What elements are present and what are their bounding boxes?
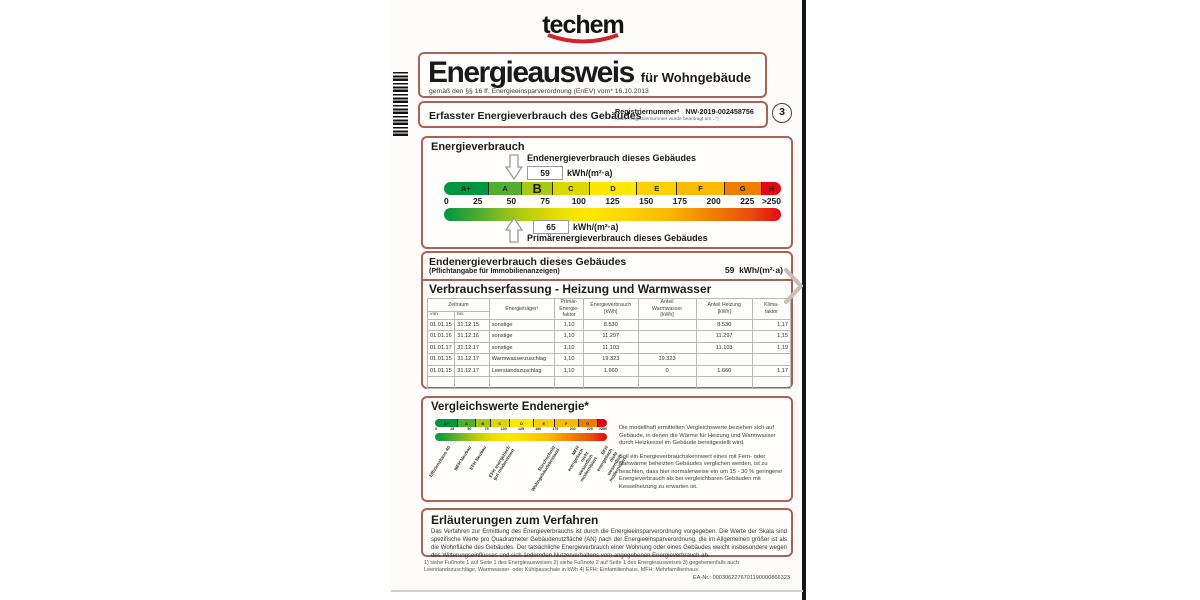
footnote-line-1: 1) siehe Fußnote 1 auf Seite 1 des Energieausweises 2) siehe Fußnote 2 auf Seite 1 des Energieausweises 3) gegebenenfalls auch — [424, 560, 739, 566]
table-row — [428, 377, 791, 389]
table-cell-von: 01.01.15 — [428, 319, 455, 331]
scale-class-A+: A+ — [444, 182, 488, 195]
register-note: (oder "Registriernummer wurde beantragt am...") — [615, 117, 719, 122]
comparison-label: EFH energetisch gut modernisiert — [488, 445, 516, 482]
scale-tick: 75 — [484, 427, 489, 431]
explanation-text: Das Verfahren zur Ermittlung des Energieverbrauchs ist durch die Energieeinsparverordnung vorgegeben. Die Werte der Skala sind spezifische Werte pro Quadratmeter Gebäudenutzfläche (AN) nach der Energieeinsparverordnung, die im Allgemeinen größer ist als die Wohnfläche des Gebäudes. Der tatsächliche Energieverbrauch einer Wohnung oder eines Gebäudes weicht insbesondere wegen des Witterungseinflusses und sich ändernden Nutzerverhaltens vom angegebenen Energieverbrauch ab. — [431, 529, 787, 559]
scale-tick: 200 — [706, 196, 721, 206]
register-number-value: NW-2019-002458756 — [685, 107, 754, 116]
scale-tick: 175 — [672, 196, 687, 206]
scale-class-G: G — [578, 419, 597, 427]
consumption-table-title: Verbrauchserfassung - Heizung und Warmwasser — [429, 282, 712, 296]
register-box — [418, 101, 768, 128]
scale-tick: 25 — [472, 196, 483, 206]
scale-class-B: B — [521, 182, 551, 195]
consumption-box — [421, 251, 793, 389]
techem-logo-text: techem — [542, 11, 624, 39]
scale-class-C: C — [552, 182, 589, 195]
document-title-suffix: für Wohngebäude — [640, 70, 752, 85]
col-klimafaktor: Klima- faktor — [752, 299, 790, 320]
table-cell-traeger: sonstige — [489, 319, 554, 331]
scale-class-C: C — [490, 419, 509, 427]
table-cell-traeger: Leerstandszuschlag — [489, 365, 554, 377]
table-cell-pef: 1,10 — [555, 365, 584, 377]
scale-class-H: H — [597, 419, 607, 427]
table-cell-hz: 8.530 — [696, 319, 752, 331]
scale-tick: 225 — [740, 196, 755, 206]
table-cell-von: 01.01.17 — [428, 342, 455, 354]
comparison-label: MFH energetisch nicht wesentlich modernisiert — [566, 445, 599, 483]
table-cell-von: 01.01.16 — [428, 331, 455, 343]
title-box — [418, 52, 767, 98]
col-anteil-warmwasser: Anteil Warmwasser [kWh] — [638, 299, 696, 320]
comparison-label: Durchschnitt Wohngebäudebestand — [530, 445, 561, 493]
comparison-label: Effizienzhaus 40 — [428, 445, 452, 478]
primary-energy-pointer-up-icon — [505, 217, 523, 243]
table-cell-verbrauch — [584, 377, 638, 389]
table-cell-von: 01.01.15 — [428, 365, 455, 377]
table-cell-pef: 1,10 — [555, 354, 584, 366]
col-zeitraum: Zeitraum — [428, 299, 490, 312]
energy-class-bands — [444, 182, 781, 195]
consumption-title: Endenergieverbrauch dieses Gebäudes — [429, 256, 627, 268]
comparison-scale — [435, 419, 607, 441]
table-cell-klima — [752, 354, 790, 366]
comparison-scale-ticks — [435, 427, 607, 433]
scale-class-B: B — [475, 419, 490, 427]
table-cell-pef — [555, 377, 584, 389]
col-anteil-heizung: Anteil Heizung [kWh] — [696, 299, 752, 320]
scale-class-E: E — [533, 419, 554, 427]
primary-energy-label: Primärenergieverbrauch dieses Gebäudes — [527, 233, 708, 243]
scale-class-H: H — [761, 182, 781, 195]
consumption-subtitle: (Pflichtangabe für Immobilienanzeigen) — [429, 268, 560, 275]
divider — [423, 279, 791, 281]
table-row — [428, 342, 791, 354]
scale-class-F: F — [554, 419, 578, 427]
table-row — [428, 365, 791, 377]
scale-tick: 200 — [569, 427, 576, 431]
table-cell-bis: 31.12.17 — [455, 354, 489, 366]
explanation-title: Erläuterungen zum Verfahren — [431, 513, 599, 527]
comparison-title: Vergleichswerte Endenergie* — [431, 401, 589, 413]
table-cell-bis — [455, 377, 489, 389]
table-row — [428, 319, 791, 331]
col-bis: bis — [455, 311, 489, 319]
register-number-label: Registriernummer² — [615, 107, 680, 116]
table-cell-traeger — [489, 377, 554, 389]
scale-tick: 0 — [444, 196, 449, 206]
scale-tick: >250 — [598, 427, 607, 431]
table-cell-klima: 1,17 — [752, 319, 790, 331]
scale-tick: >250 — [761, 196, 781, 206]
table-cell-bis: 31.12.17 — [455, 365, 489, 377]
table-cell-klima: 1,15 — [752, 331, 790, 343]
table-cell-hz: 1.660 — [696, 365, 752, 377]
table-cell-ww — [638, 342, 696, 354]
document-title: Energieausweis — [428, 56, 634, 89]
primary-energy-unit: kWh/(m²·a) — [573, 222, 619, 232]
comparison-label: EFH energetisch nicht wesentlich modernisiert — [596, 445, 628, 483]
scale-tick: 50 — [467, 427, 472, 431]
scale-class-E: E — [636, 182, 676, 195]
col-primaerfaktor: Primär- Energie- faktor — [555, 299, 584, 320]
techem-logo — [538, 13, 628, 45]
table-cell-ww — [638, 377, 696, 389]
document-subtitle: gemäß den §§ 16 ff. Energieeinsparverordnung (EnEV) vom* 16.10.2013 — [429, 88, 649, 95]
energy-consumption-box — [421, 136, 793, 249]
table-cell-bis: 31.12.16 — [455, 331, 489, 343]
table-cell-verbrauch: 19.323 — [584, 354, 638, 366]
table-row — [428, 331, 791, 343]
table-cell-ww — [638, 319, 696, 331]
primary-energy-value: 65 — [533, 220, 569, 234]
next-page-chevron-icon[interactable] — [781, 265, 807, 307]
col-energietraeger: Energieträger¹ — [489, 299, 554, 320]
comparison-category-labels — [428, 443, 628, 501]
table-cell-traeger: sonstige — [489, 331, 554, 343]
comparison-box — [421, 396, 793, 502]
table-cell-ww: 19.323 — [638, 354, 696, 366]
scale-class-G: G — [724, 182, 761, 195]
energy-section-title: Energieverbrauch — [431, 141, 525, 153]
table-cell-pef: 1,10 — [555, 331, 584, 343]
table-row — [428, 354, 791, 366]
scale-tick: 225 — [586, 427, 593, 431]
register-section-label: Erfasster Energieverbrauch des Gebäudes — [429, 110, 642, 122]
scale-tick: 75 — [540, 196, 550, 206]
comparison-class-bands — [435, 419, 607, 427]
table-cell-pef: 1,10 — [555, 319, 584, 331]
scale-tick: 0 — [435, 427, 437, 431]
ea-number: EA-Nr.: 0003062276701190000866323 — [693, 575, 790, 582]
scale-class-A+: A+ — [435, 419, 457, 427]
scale-tick: 175 — [552, 427, 559, 431]
table-cell-klima: 1,17 — [752, 365, 790, 377]
scale-tick: 150 — [535, 427, 542, 431]
table-cell-von: 01.01.15 — [428, 354, 455, 366]
barcode — [393, 72, 408, 136]
scale-tick: 125 — [518, 427, 524, 431]
end-energy-unit: kWh/(m²·a) — [567, 168, 613, 178]
comparison-label: MFH Neubau — [452, 445, 472, 472]
table-cell-hz: 11.297 — [696, 331, 752, 343]
col-von: von — [428, 311, 455, 319]
table-cell-traeger: sonstige — [489, 342, 554, 354]
scale-tick: 100 — [500, 427, 507, 431]
table-cell-verbrauch: 8.530 — [584, 319, 638, 331]
scale-tick: 25 — [450, 427, 455, 431]
table-cell-verbrauch: 1.660 — [584, 365, 638, 377]
scale-class-A: A — [488, 182, 522, 195]
consumption-unit: kWh/(m²·a) — [739, 265, 783, 275]
scale-tick: 150 — [639, 196, 654, 206]
table-cell-verbrauch: 11.297 — [584, 331, 638, 343]
end-energy-pointer-down-icon — [505, 154, 523, 180]
scale-class-D: D — [589, 182, 636, 195]
comparison-paragraph-1: Die modellhaft ermittelten Vergleichswerte beziehen sich auf Gebäude, in denen die Wärme für Heizung und Warmwasser durch Heizkessel im Gebäude bereitgestellt wird. — [619, 425, 776, 447]
table-cell-traeger: Warmwasserzuschlag — [489, 354, 554, 366]
page-number-badge: 3 — [772, 103, 792, 123]
page-bottom-edge — [391, 590, 803, 592]
footnote-line-2: Leerstandszuschläge, Warmwasser- oder Kühlpauschale in kWh 4) EFH: Einfamilienhaus, MFH: Mehrfamilienhaus — [424, 567, 698, 574]
table-cell-klima: 1,19 — [752, 342, 790, 354]
footnotes — [424, 560, 790, 582]
end-energy-value: 59 — [527, 166, 563, 180]
table-cell-verbrauch: 11.103 — [584, 342, 638, 354]
table-cell-klima — [752, 377, 790, 389]
consumption-table — [427, 298, 791, 389]
scale-tick: 100 — [571, 196, 586, 206]
consumption-table-body — [428, 319, 791, 388]
comparison-gradient-bar — [435, 433, 607, 441]
scale-class-D: D — [509, 419, 533, 427]
consumption-value: 59 — [724, 265, 735, 275]
table-cell-ww: 0 — [638, 365, 696, 377]
table-cell-hz — [696, 354, 752, 366]
explanation-box — [421, 508, 793, 557]
scale-tick: 125 — [605, 196, 620, 206]
table-cell-pef: 1,10 — [555, 342, 584, 354]
energy-certificate-document — [390, 0, 803, 592]
energy-class-scale — [444, 182, 781, 221]
table-cell-ww — [638, 331, 696, 343]
col-energieverbrauch: Energieverbrauch [kWh] — [584, 299, 638, 320]
scale-tick: 50 — [506, 196, 517, 206]
end-energy-label: Endenergieverbrauch dieses Gebäudes — [527, 153, 697, 163]
energy-scale-ticks — [444, 195, 781, 207]
comparison-paragraph-2: Soll ein Energieverbrauchskennwert eines mit Fern- oder Nahwärme beheizten Gebäudes verglichen werden, ist zu beachten, dass hier normalerweise ein um 15 - 30 % geringerer Energieverbrauch als bei vergleichbaren Gebäuden mit Kesselheizung zu erwarten ist. — [619, 453, 783, 490]
table-cell-hz: 11.103 — [696, 342, 752, 354]
table-cell-bis: 31.12.17 — [455, 342, 489, 354]
table-cell-von — [428, 377, 455, 389]
comparison-text — [619, 425, 787, 497]
table-cell-bis: 31.12.15 — [455, 319, 489, 331]
scale-class-A: A — [457, 419, 474, 427]
table-cell-hz — [696, 377, 752, 389]
comparison-label: EFH Neubau — [468, 445, 488, 471]
scale-class-F: F — [676, 182, 723, 195]
